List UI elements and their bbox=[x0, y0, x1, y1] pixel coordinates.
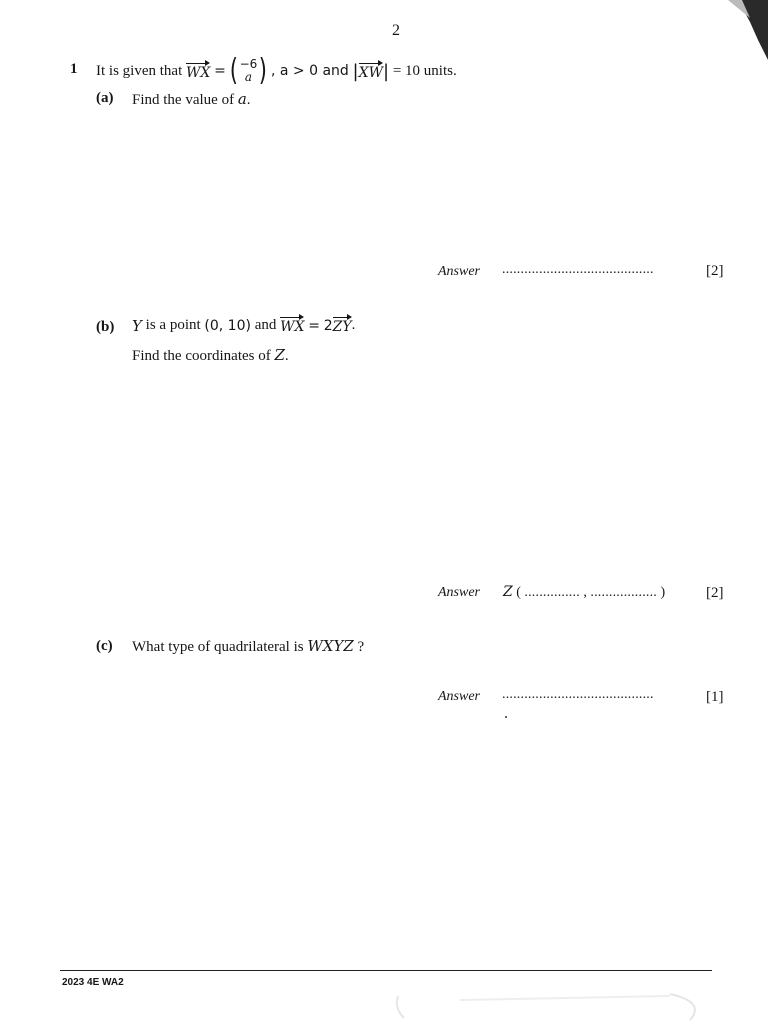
part-c-marks: [1] bbox=[706, 689, 724, 705]
scan-smudge bbox=[390, 988, 710, 1024]
equals-sign: = bbox=[214, 63, 226, 79]
part-b-label: (b) bbox=[96, 319, 115, 335]
part-c-text: What type of quadrilateral is WXYZ ? bbox=[132, 637, 365, 655]
column-vector-top: −6 bbox=[239, 57, 258, 71]
question-number: 1 bbox=[70, 61, 78, 77]
part-b-answer-label: Answer bbox=[438, 585, 480, 600]
part-a-marks: [2] bbox=[706, 263, 724, 279]
part-a-text: Find the value of a. bbox=[132, 90, 251, 108]
vector-wx: WX bbox=[186, 62, 210, 81]
part-a-variable: a bbox=[237, 90, 247, 108]
column-vector-bottom: a bbox=[244, 70, 252, 84]
part-a-label: (a) bbox=[96, 90, 114, 106]
z-x-coordinate-blank[interactable]: ............... bbox=[524, 585, 580, 600]
part-a-answer-line[interactable]: ......................................... bbox=[502, 262, 654, 277]
quadrilateral-name: WXYZ bbox=[307, 637, 354, 655]
stem-prefix: It is given that bbox=[96, 62, 183, 79]
part-b-text: Y is a point (0, 10) and WX = 2 ZY . bbox=[132, 316, 356, 335]
part-b-answer-line[interactable]: Z ( ............... , .................. ) bbox=[503, 584, 666, 600]
column-vector: ( −6 a ) bbox=[229, 53, 268, 88]
vector-zy: ZY bbox=[333, 316, 352, 335]
z-y-coordinate-blank[interactable]: .................. bbox=[590, 585, 658, 600]
part-a-answer-label: Answer bbox=[438, 264, 480, 279]
point-y-coordinates: (0, 10) bbox=[204, 317, 251, 334]
stray-mark bbox=[505, 716, 507, 718]
part-b-text-2: Find the coordinates of Z. bbox=[132, 346, 289, 364]
scan-corner-shadow bbox=[728, 0, 768, 70]
magnitude-text: = 10 units. bbox=[392, 62, 457, 79]
page-number: 2 bbox=[392, 22, 400, 39]
point-y-variable: Y bbox=[132, 316, 142, 335]
point-z-variable: Z bbox=[274, 346, 285, 364]
part-b-marks: [2] bbox=[706, 585, 724, 601]
condition-text: , a > 0 and bbox=[270, 63, 349, 79]
question-stem: It is given that WX = ( −6 a ) , a > 0 and | XW | = 10 units. bbox=[96, 53, 457, 88]
footer-code: 2023 4E WA2 bbox=[62, 977, 124, 988]
footer-rule bbox=[60, 970, 712, 971]
vector-xw: XW bbox=[359, 62, 383, 81]
part-c-answer-label: Answer bbox=[438, 689, 480, 704]
vector-wx-b: WX bbox=[280, 316, 304, 335]
part-c-label: (c) bbox=[96, 638, 113, 654]
part-c-answer-line[interactable]: ......................................... bbox=[502, 687, 654, 702]
